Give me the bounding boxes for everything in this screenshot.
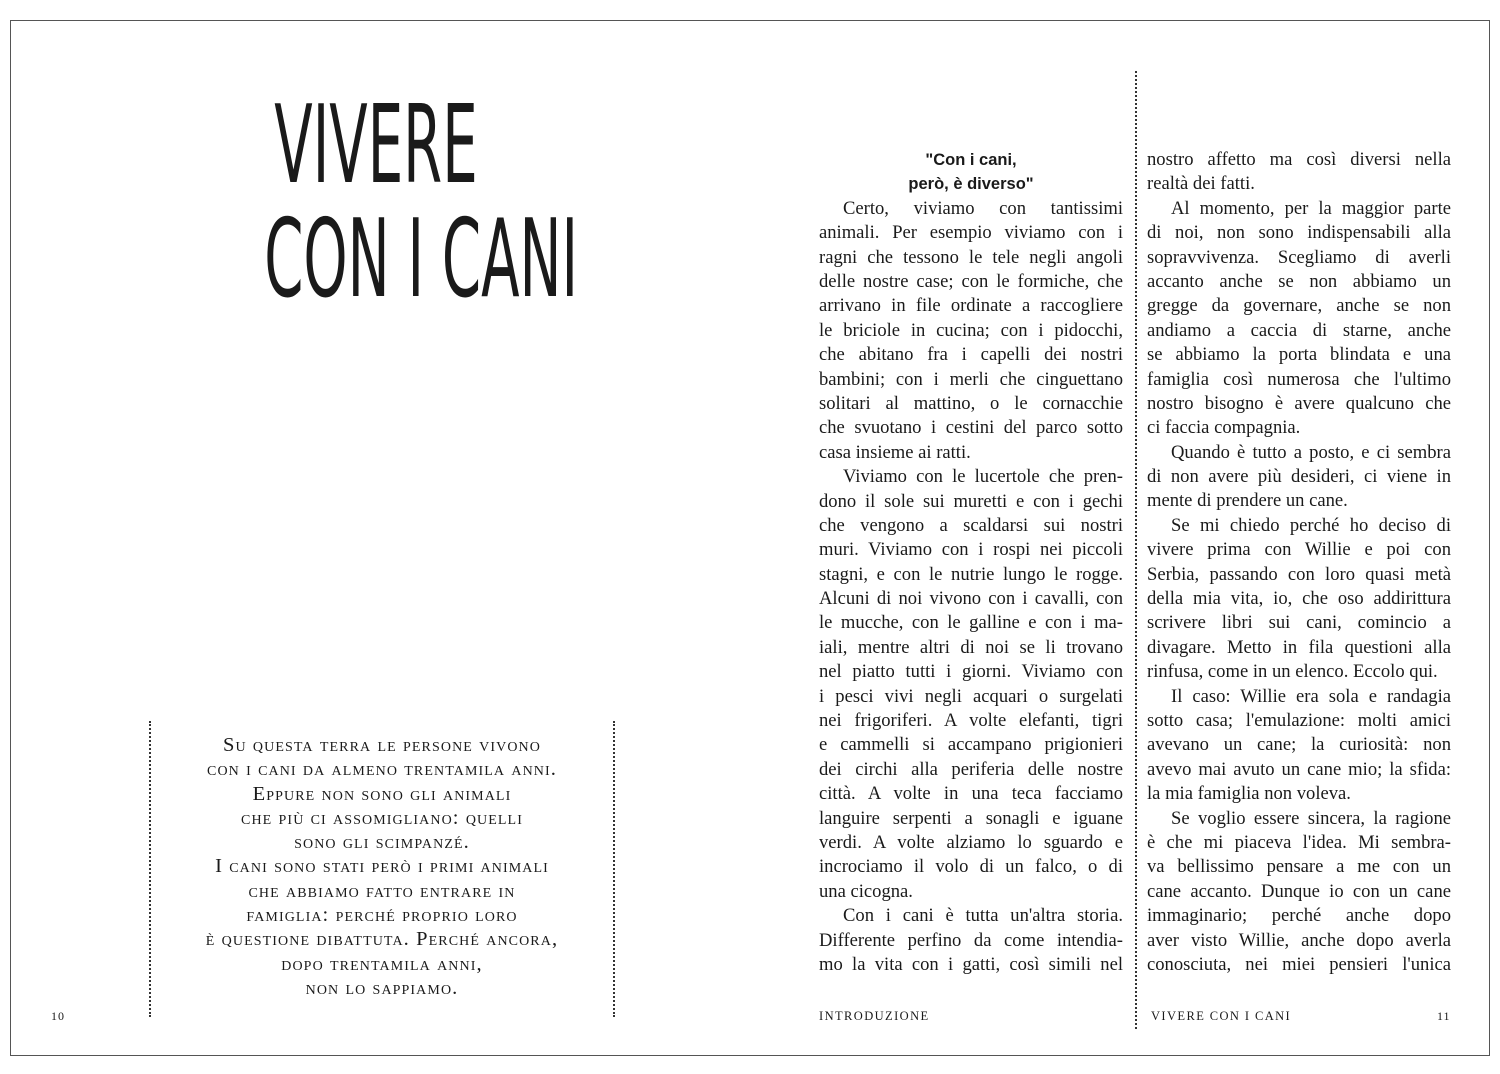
running-head-title: VIVERE CON I CANI xyxy=(1151,1009,1292,1023)
text-line: rinfusa, come in un elenco. Eccolo qui. xyxy=(1147,661,1438,683)
text-line: aver visto Willie, anche dopo averla xyxy=(1147,929,1451,951)
text-line: Se mi chiedo perché ho deciso di xyxy=(1171,514,1451,536)
text-line: ci faccia compagnia. xyxy=(1147,417,1301,439)
text-line: vivere prima con Willie e poi con xyxy=(1147,539,1451,561)
text-line: Viviamo con le lucertole che pren- xyxy=(843,466,1123,488)
text-line: accanto anche se non abbiamo un xyxy=(1147,270,1451,292)
text-line: mente di prendere un cane. xyxy=(1147,490,1348,512)
right-page xyxy=(751,21,1491,1055)
text-line: che abitano fra i capelli dei nostri xyxy=(819,344,1123,366)
intro-line: con i cani da almeno trentamila anni. xyxy=(207,758,557,781)
text-line: Il caso: Willie era sola e randagia xyxy=(1171,685,1451,707)
text-line: ragni che tessono le tele negli angoli xyxy=(819,246,1123,268)
chapter-title xyxy=(264,83,579,322)
text-line: mo la vita con i gatti, così simili nel xyxy=(819,953,1123,975)
text-line: languire serpenti a sonagli e iguane xyxy=(819,807,1123,829)
left-page xyxy=(11,21,751,1055)
column-divider xyxy=(1135,71,1137,1029)
intro-line: Eppure non sono gli animali xyxy=(252,782,512,805)
text-line: immaginario; perché anche dopo xyxy=(1147,905,1451,927)
text-line: Alcuni di noi vivono con i cavalli, con xyxy=(819,588,1123,610)
text-line: va bellissimo pensare a me con un xyxy=(1147,856,1451,878)
running-head-section: INTRODUZIONE xyxy=(819,1009,930,1023)
subheading xyxy=(819,148,1123,197)
text-line: le briciole in cucina; con i pidocchi, xyxy=(819,319,1123,341)
text-line: casa insieme ai ratti. xyxy=(819,441,971,463)
text-line: gregge da governare, anche se non xyxy=(1147,295,1451,317)
intro-line: sono gli scimpanzé. xyxy=(294,831,470,854)
text-line: dono il sole sui muretti e con i gechi xyxy=(819,490,1123,512)
intro-line: non lo sappiamo. xyxy=(305,976,459,999)
text-line: se abbiamo la porta blindata e una xyxy=(1147,344,1451,366)
text-line: dei circhi alla periferia delle nostre xyxy=(819,758,1123,780)
text-line: iali, mentre altri di noi se li trovano xyxy=(819,636,1123,658)
text-line: e cammelli si accampano prigionieri xyxy=(819,734,1123,756)
text-line: Differente perfino da come intendia- xyxy=(819,929,1123,951)
subheading-line: però, è diverso" xyxy=(908,175,1034,194)
text-line: la mia famiglia non voleva. xyxy=(1147,783,1351,805)
text-line: stagni, e con le nutrie lungo le rogge. xyxy=(819,563,1123,585)
text-line: muri. Viviamo con i rospi nei piccoli xyxy=(819,539,1123,561)
book-spread xyxy=(10,20,1490,1056)
text-line: Al momento, per la maggior parte xyxy=(1171,197,1451,219)
text-line: una cicogna. xyxy=(819,880,913,902)
intro-box xyxy=(149,721,615,1017)
text-line: nostro bisogno è avere qualcuno che xyxy=(1147,392,1451,414)
text-line: della mia vita, io, che oso addirittura xyxy=(1147,588,1451,610)
text-line: delle nostre case; con le formiche, che xyxy=(819,270,1123,292)
subheading-line: "Con i cani, xyxy=(925,151,1017,169)
text-line: avevano un cane; la curiosità: non xyxy=(1147,734,1451,756)
text-line: scrivere libri sui cani, comincio a xyxy=(1147,612,1451,634)
intro-line: che abbiamo fatto entrare in xyxy=(248,879,516,902)
chapter-title-line: VIVERE xyxy=(274,83,478,208)
column-left xyxy=(819,148,1123,977)
text-line: bambini; con i merli che cinguettano xyxy=(819,368,1123,390)
text-line: avevo mai avuto un cane mio; la sfida: xyxy=(1147,758,1451,780)
text-line: realtà dei fatti. xyxy=(1147,173,1255,195)
text-line: città. A volte in una teca facciamo xyxy=(819,783,1123,805)
intro-line: I cani sono stati però i primi animali xyxy=(215,855,549,878)
text-line: nostro affetto ma così diversi nella xyxy=(1147,149,1451,170)
intro-line: è questione dibattuta. Perché ancora, xyxy=(205,928,559,951)
text-line: solitari al mattino, o le cornacchie xyxy=(819,392,1123,414)
chapter-title-line: CON I CANI xyxy=(264,197,579,322)
text-line: cane accanto. Dunque io con un cane xyxy=(1147,880,1451,902)
intro-line: che più ci assomigliano: quelli xyxy=(241,806,523,829)
text-line: famiglia così numerosa che l'ultimo xyxy=(1147,368,1451,390)
text-line: è che mi piaceva l'idea. Mi sembra- xyxy=(1147,831,1451,853)
text-line: sopravvivenza. Scegliamo di averli xyxy=(1147,246,1451,268)
text-line: animali. Per esempio viviamo con i xyxy=(819,222,1123,244)
text-line: i pesci vivi negli acquari o surgelati xyxy=(819,685,1123,707)
text-line: di noi, non sono indispensabili alla xyxy=(1147,222,1451,244)
column-right xyxy=(1147,148,1451,977)
text-line: Se voglio essere sincera, la ragione xyxy=(1171,807,1451,829)
text-line: divagare. Metto in fila questioni alla xyxy=(1147,636,1451,658)
text-line: Quando è tutto a posto, e ci sembra xyxy=(1171,441,1451,463)
text-line: andiamo a caccia di starne, anche xyxy=(1147,319,1451,341)
text-line: nei frigoriferi. A volte elefanti, tigri xyxy=(819,710,1123,732)
text-line: conosciuta, nei miei pensieri l'unica xyxy=(1147,953,1451,975)
intro-line: dopo trentamila anni, xyxy=(281,952,483,975)
text-line: Certo, viviamo con tantissimi xyxy=(843,197,1123,219)
text-line: di non avere più desideri, ci viene in xyxy=(1147,466,1451,488)
text-line: arrivano in file ordinate a raccogliere xyxy=(819,295,1123,317)
intro-text xyxy=(151,733,613,1000)
intro-line: Su questa terra le persone vivono xyxy=(223,734,541,756)
text-line: le mucche, con le galline e con i ma- xyxy=(819,612,1123,634)
intro-line: famiglia: perché proprio loro xyxy=(246,904,518,927)
text-line: Serbia, passando con loro quasi metà xyxy=(1147,563,1451,585)
text-line: che vengono a scaldarsi sui nostri xyxy=(819,514,1123,536)
text-line: incrociamo il volo di un falco, o di xyxy=(819,856,1123,878)
page-number-left: 10 xyxy=(51,1009,65,1023)
text-line: Con i cani è tutta un'altra storia. xyxy=(843,905,1123,927)
text-line: che svuotano i cestini del parco sotto xyxy=(819,417,1123,439)
page-number-right: 11 xyxy=(1437,1009,1451,1023)
text-line: nel piatto tutti i giorni. Viviamo con xyxy=(819,661,1123,683)
text-line: sotto casa; l'emulazione: molti amici xyxy=(1147,709,1451,731)
text-line: verdi. A volte alziamo lo sguardo e xyxy=(819,831,1123,853)
